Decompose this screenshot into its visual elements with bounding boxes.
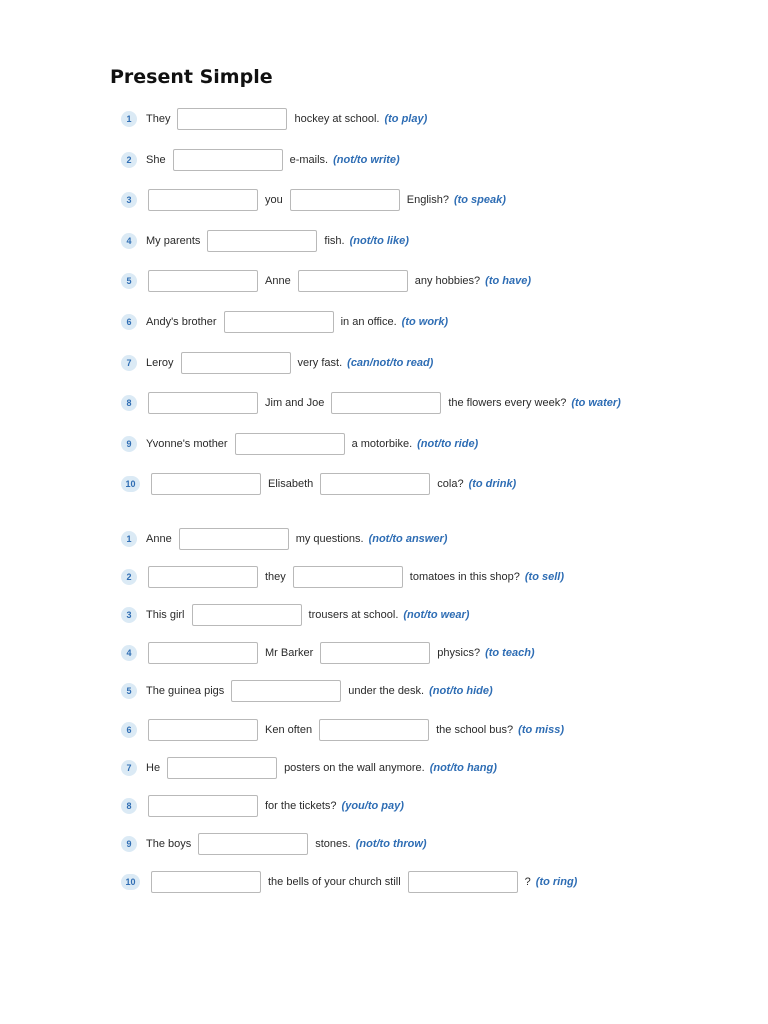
- item-number-badge: 8: [121, 798, 137, 814]
- item-number-badge: 4: [121, 645, 137, 661]
- answer-input[interactable]: [179, 528, 289, 550]
- sentence-text: very fast.: [297, 356, 343, 369]
- answer-input[interactable]: [148, 392, 258, 414]
- verb-hint: (to drink): [468, 478, 517, 491]
- item-number-badge: 6: [121, 722, 137, 738]
- sentence-text: my questions.: [295, 533, 364, 545]
- verb-hint: (not/to ride): [417, 437, 479, 450]
- answer-input[interactable]: [148, 642, 258, 664]
- answer-input[interactable]: [207, 230, 317, 252]
- answer-input[interactable]: [224, 311, 334, 333]
- sentence-text: for the tickets?: [265, 799, 337, 812]
- answer-input[interactable]: [151, 473, 261, 495]
- item-number-badge: 10: [121, 476, 140, 492]
- exercise-item: [121, 641, 535, 665]
- answer-input[interactable]: [192, 604, 302, 626]
- verb-hint: (to have): [485, 275, 531, 288]
- answer-input[interactable]: [408, 871, 518, 893]
- page-title: Present Simple: [110, 66, 273, 88]
- exercise-item: [121, 391, 621, 415]
- item-number-badge: 3: [121, 607, 137, 623]
- answer-input[interactable]: [148, 566, 258, 588]
- answer-input[interactable]: [148, 270, 258, 292]
- sentence-text: tomatoes in this shop?: [409, 571, 520, 584]
- item-number-badge: 9: [121, 436, 137, 452]
- verb-hint: (to water): [571, 397, 621, 410]
- sentence-text: fish.: [324, 234, 345, 247]
- item-number-badge: 4: [121, 233, 137, 249]
- exercise-item: [121, 565, 564, 589]
- exercise-item: [121, 472, 516, 496]
- sentence-text: the flowers every week?: [448, 397, 567, 410]
- answer-input[interactable]: [331, 392, 441, 414]
- answer-input[interactable]: [167, 757, 277, 779]
- item-number-badge: 7: [121, 355, 137, 371]
- answer-input[interactable]: [181, 352, 291, 374]
- sentence-text: The boys: [146, 837, 192, 850]
- exercise-item: [121, 188, 506, 212]
- exercise-item: [121, 794, 404, 818]
- item-number-badge: 6: [121, 314, 137, 330]
- exercise-item: [121, 679, 493, 703]
- sentence-text: a motorbike.: [351, 437, 413, 450]
- verb-hint: (to sell): [524, 571, 564, 584]
- answer-input[interactable]: [173, 149, 283, 171]
- answer-input[interactable]: [320, 642, 430, 664]
- item-number-badge: 2: [121, 569, 137, 585]
- verb-hint: (you/to pay): [341, 799, 404, 812]
- sentence-text: stones.: [315, 837, 351, 850]
- verb-hint: (to teach): [485, 647, 535, 660]
- exercise-item: [121, 351, 433, 375]
- exercise-item: [121, 832, 427, 856]
- item-number-badge: 5: [121, 683, 137, 699]
- sentence-text: you: [265, 194, 283, 207]
- item-number-badge: 10: [121, 874, 140, 890]
- sentence-text: trousers at school.: [308, 609, 399, 622]
- sentence-text: in an office.: [340, 316, 397, 328]
- sentence-text: hockey at school.: [294, 113, 380, 125]
- exercise-item: [121, 107, 427, 131]
- sentence-text: Yvonne's mother: [146, 437, 228, 450]
- answer-input[interactable]: [148, 795, 258, 817]
- verb-hint: (not/to hang): [429, 761, 497, 774]
- verb-hint: (not/to write): [333, 153, 400, 166]
- item-number-badge: 3: [121, 192, 137, 208]
- answer-input[interactable]: [319, 719, 429, 741]
- answer-input[interactable]: [231, 680, 341, 702]
- exercise-item: [121, 229, 409, 253]
- sentence-text: Jim and Joe: [265, 397, 325, 410]
- sentence-text: Anne: [265, 275, 291, 288]
- exercise-item: [121, 756, 497, 780]
- exercise-item: [121, 718, 564, 742]
- sentence-text: any hobbies?: [414, 275, 481, 288]
- verb-hint: (not/to hide): [429, 685, 493, 698]
- sentence-text: physics?: [437, 647, 481, 660]
- answer-input[interactable]: [290, 189, 400, 211]
- item-number-badge: 1: [121, 111, 137, 127]
- sentence-text: My parents: [146, 234, 201, 247]
- answer-input[interactable]: [320, 473, 430, 495]
- sentence-text: Leroy: [146, 356, 174, 369]
- answer-input[interactable]: [148, 189, 258, 211]
- exercise-item: [121, 432, 478, 456]
- answer-input[interactable]: [148, 719, 258, 741]
- exercise-item: [121, 310, 448, 334]
- exercise-item: [121, 148, 400, 172]
- sentence-text: cola?: [437, 478, 464, 491]
- sentence-text: The guinea pigs: [146, 685, 225, 698]
- sentence-text: Anne: [146, 533, 172, 545]
- sentence-text: Mr Barker: [265, 647, 314, 660]
- sentence-text: the school bus?: [436, 723, 514, 736]
- item-number-badge: 8: [121, 395, 137, 411]
- sentence-text: He: [146, 761, 161, 774]
- verb-hint: (to miss): [518, 723, 564, 736]
- exercise-item: [121, 269, 531, 293]
- verb-hint: (to play): [384, 113, 428, 125]
- verb-hint: (not/to wear): [403, 609, 470, 622]
- verb-hint: (to speak): [453, 194, 506, 207]
- sentence-text: e-mails.: [289, 153, 329, 166]
- sentence-text: the bells of your church still: [268, 875, 401, 888]
- answer-input[interactable]: [298, 270, 408, 292]
- verb-hint: (not/to throw): [355, 837, 427, 850]
- exercise-item: [121, 527, 447, 551]
- sentence-text: under the desk.: [348, 685, 425, 698]
- sentence-text: Ken often: [265, 723, 313, 736]
- verb-hint: (can/not/to read): [347, 356, 434, 369]
- answer-input[interactable]: [177, 108, 287, 130]
- sentence-text: they: [265, 571, 286, 584]
- exercise-item: [121, 603, 469, 627]
- answer-input[interactable]: [293, 566, 403, 588]
- item-number-badge: 5: [121, 273, 137, 289]
- verb-hint: (to work): [401, 316, 449, 328]
- item-number-badge: 2: [121, 152, 137, 168]
- answer-input[interactable]: [235, 433, 345, 455]
- item-number-badge: 1: [121, 531, 137, 547]
- sentence-text: English?: [406, 194, 449, 207]
- sentence-text: This girl: [146, 609, 185, 622]
- verb-hint: (to ring): [535, 875, 578, 888]
- item-number-badge: 9: [121, 836, 137, 852]
- item-number-badge: 7: [121, 760, 137, 776]
- answer-input[interactable]: [151, 871, 261, 893]
- verb-hint: (not/to like): [349, 234, 409, 247]
- sentence-text: posters on the wall anymore.: [284, 761, 425, 774]
- sentence-text: She: [146, 153, 166, 166]
- sentence-text: Elisabeth: [268, 478, 314, 491]
- answer-input[interactable]: [198, 833, 308, 855]
- sentence-text: ?: [524, 875, 531, 888]
- sentence-text: Andy's brother: [146, 316, 217, 328]
- sentence-text: They: [146, 113, 171, 125]
- verb-hint: (not/to answer): [368, 533, 448, 545]
- exercise-item: [121, 870, 577, 894]
